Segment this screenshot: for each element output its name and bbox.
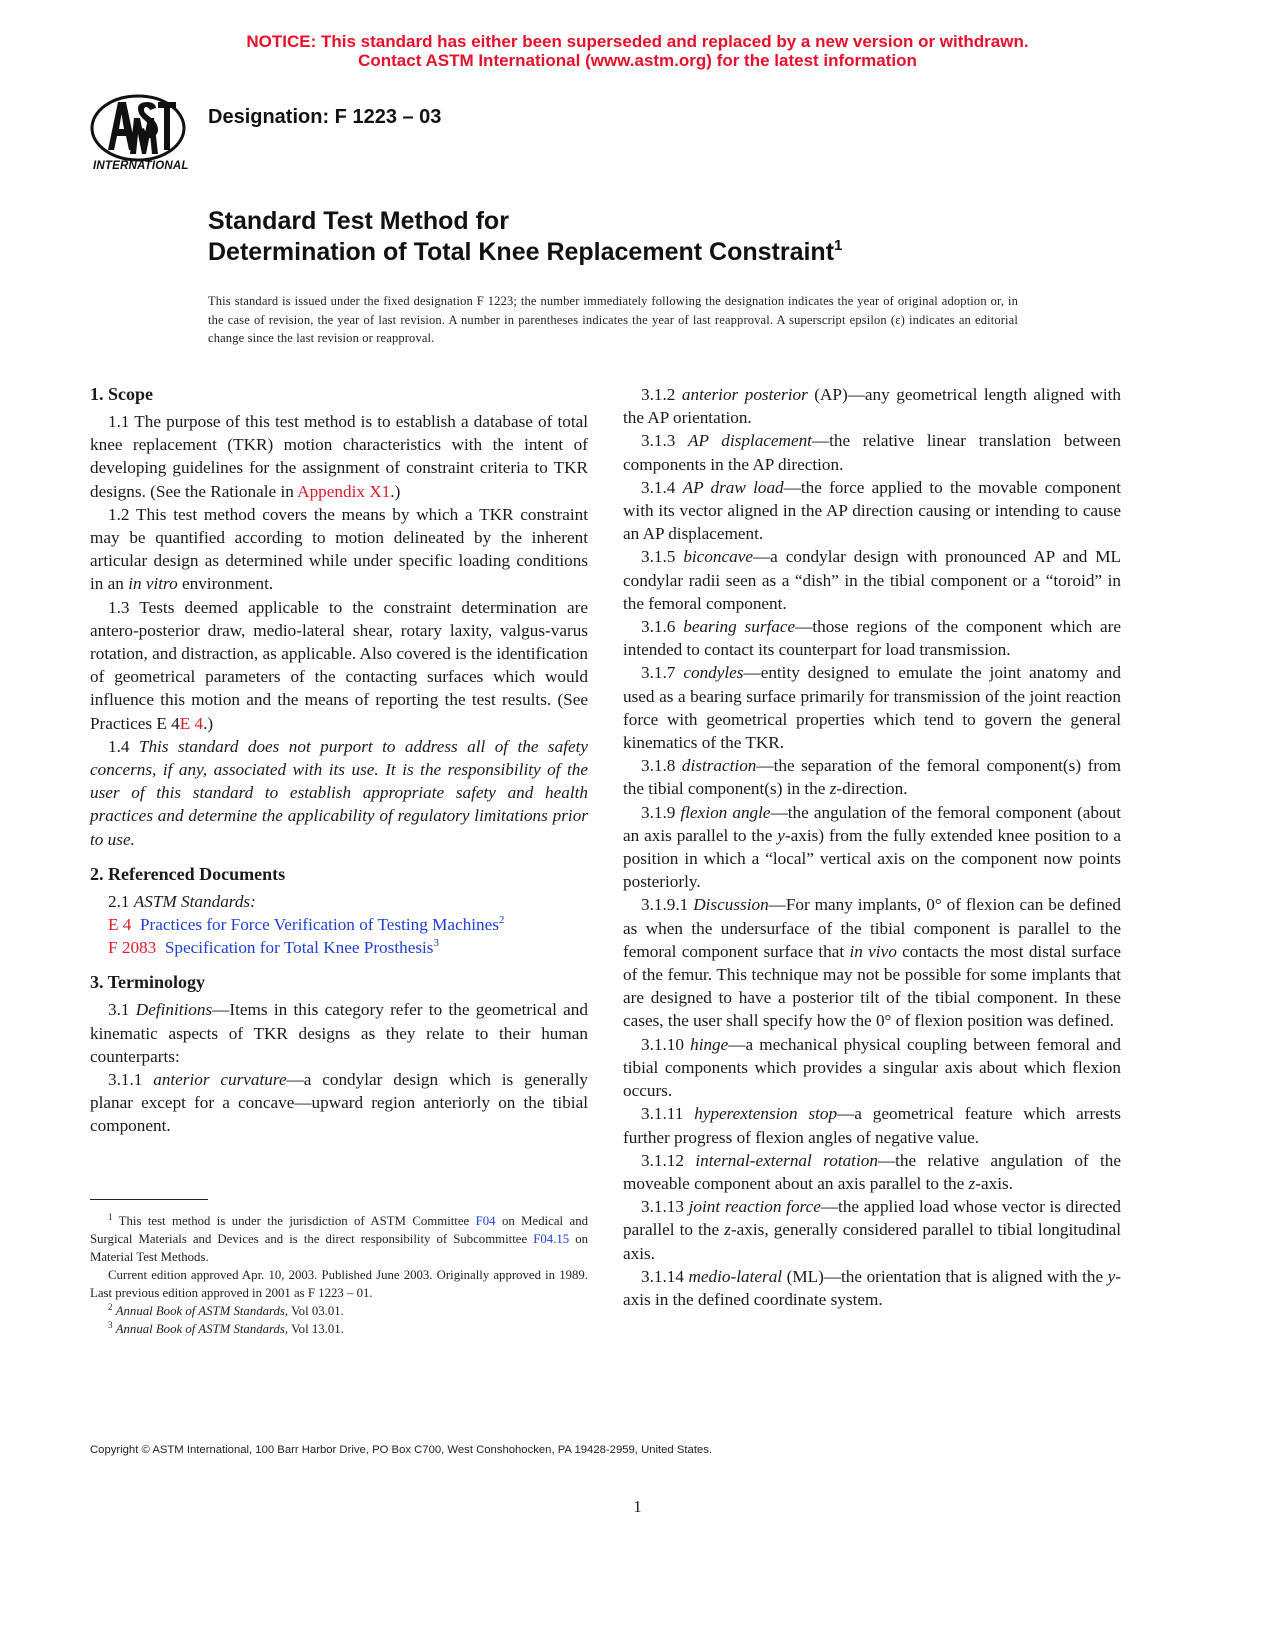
footnote-1 (90, 1212, 588, 1266)
d312-em: anterior posterior (681, 385, 808, 404)
d3191-em: Discussion (693, 895, 769, 915)
d3113-text: —the applied load whose vector is directed parallel to the (623, 1197, 1121, 1240)
d3114-em: medio-lateral (688, 1266, 783, 1286)
paragraph-1-4 (90, 735, 588, 851)
d317-em: condyles (683, 663, 744, 683)
d318-end: -direction. (836, 779, 908, 799)
p1-3-a: 1.3 Tests deemed applicable to the constraint determination are antero-posterior draw, medio-lateral shear, rotary laxity, valgus-varus rotation, and distraction, as applicable. Also covered is the identification of geometrical parameters of the contacting surfaces which would influence this motion and the means of reporting the test results. (See Practices E 4 (90, 597, 588, 733)
paragraph-2-1 (90, 890, 588, 913)
definition-3-1-9 (623, 801, 1121, 894)
p1-4-num: 1.4 (108, 736, 139, 756)
footnote-3 (90, 1320, 588, 1338)
committee-f04-link[interactable]: F04 (475, 1214, 496, 1228)
d311-text: —a condylar design which is generally planar except for a concave—upward region anteriorly on the tibial component. (90, 1070, 588, 1136)
issue-note: This standard is issued under the fixed designation F 1223; the number immediately following the designation indicates the year of original adoption or, in the case of revision, the year of last revision. A number in parentheses indicates the year of last reapproval. A superscript epsilon (ε) indicates an editorial change since the last revision or reapproval. (208, 294, 1018, 345)
d313-num: 3.1.3 (641, 431, 688, 451)
d3191-num: 3.1.9.1 (641, 895, 694, 915)
subcommittee-f04-15-link[interactable]: F04.15 (533, 1232, 570, 1246)
footnote-1-edition: Current edition approved Apr. 10, 2003. Published June 2003. Originally approved in 1989. Last previous edition approved in 2001 as F 1223 – 01. (90, 1268, 588, 1300)
ref-e4-code[interactable]: E 4 (108, 915, 132, 935)
copyright-line: Copyright © ASTM International, 100 Barr Harbor Drive, PO Box C700, West Conshohocken, PA 19428-2959, United States. (90, 1444, 713, 1456)
d316-text: —those regions of the component which are intended to contact its counterpart for load transmission. (623, 617, 1121, 660)
ref-f2083-code[interactable]: F 2083 (108, 938, 157, 958)
d311-num: 3.1.1 (108, 1070, 154, 1090)
fn3-text: , Vol 13.01. (284, 1322, 344, 1336)
scope-heading: 1. Scope (90, 384, 153, 404)
d3110-num: 3.1.10 (641, 1034, 691, 1054)
e4-link[interactable]: E 4 (179, 713, 204, 733)
reference-e4[interactable] (90, 913, 588, 936)
p1-2-b: environment. (177, 574, 274, 594)
ref-e4-footnote: 2 (498, 914, 505, 927)
d319-text: —the angulation of the femoral component (about an axis parallel to the (623, 802, 1121, 845)
footnote-2 (90, 1302, 588, 1320)
d318-num: 3.1.8 (641, 756, 682, 776)
d3112-em: internal-external rotation (695, 1150, 878, 1170)
p3-1-num: 3.1 (108, 1000, 136, 1020)
d3191-text: —For many implants, 0° of flexion can be defined as when the undersurface of the tibial component is parallel to the femoral component surface that (623, 895, 1122, 961)
d315-num: 3.1.5 (641, 547, 684, 567)
definition-3-1-1 (90, 1068, 588, 1138)
d3113-end: -axis, generally considered parallel to tibial longitudinal axis. (623, 1220, 1121, 1263)
appendix-x1-link[interactable]: Appendix X1 (297, 481, 391, 501)
footnote-divider (90, 1199, 208, 1200)
ref-e4-title[interactable]: Practices for Force Verification of Testing Machines (139, 915, 499, 935)
definition-3-1-11 (623, 1102, 1121, 1148)
paragraph-1-1 (90, 410, 588, 503)
d3112-text: —the relative angulation of the moveable component about an axis parallel to the (623, 1150, 1121, 1193)
d319-num: 3.1.9 (641, 802, 681, 822)
paragraph-3-1 (90, 998, 588, 1068)
definition-3-1-13 (623, 1195, 1121, 1265)
d3112-end: -axis. (975, 1173, 1013, 1193)
d319-em2: y (777, 825, 785, 845)
d3114-num: 3.1.14 (641, 1266, 689, 1286)
notice-line-2: Contact ASTM International (www.astm.org) for the latest information (358, 51, 917, 70)
p3-1-text: —Items in this category refer to the geometrical and kinematic aspects of TKR designs as they relate to their human counterparts: (90, 1000, 588, 1066)
definition-3-1-8 (623, 754, 1121, 800)
ref-f2083-footnote: 3 (433, 937, 439, 950)
d3110-em: hinge (690, 1034, 729, 1054)
d319-end: -axis) from the fully extended knee position to a position in which a “local” vertical axis on the component now points posteriorly. (623, 825, 1121, 892)
fn2-em: Annual Book of ASTM Standards (115, 1304, 285, 1318)
referenced-documents-heading: 2. Referenced Documents (90, 863, 286, 884)
d312-text: (AP)—any geometrical length aligned with the AP orientation. (623, 385, 1121, 428)
d3112-em2: z (968, 1173, 976, 1193)
withdrawn-notice (0, 32, 1275, 70)
d318-em: distraction (681, 756, 757, 776)
notice-line-1: NOTICE: This standard has either been superseded and replaced by a new version or withdrawn. (246, 32, 1029, 51)
p2-1-em: ASTM Standards: (133, 891, 256, 911)
reference-f2083[interactable] (90, 936, 588, 959)
d315-em: biconcave (683, 547, 753, 567)
title-line-2-text: Determination of Total Knee Replacement Constraint (208, 238, 835, 266)
definition-3-1-2 (623, 383, 1121, 429)
fn1-b: on Medical and Surgical Materials and Devices and is the direct responsibility of Subcommittee (90, 1214, 588, 1246)
d3111-num: 3.1.11 (641, 1104, 695, 1124)
d311-em: anterior curvature (153, 1070, 287, 1090)
fn3-mark: 3 (108, 1320, 113, 1330)
title-footnote-mark: 1 (834, 237, 843, 254)
document-title (208, 206, 842, 268)
definition-3-1-6 (623, 615, 1121, 661)
designation: Designation: F 1223 – 03 (208, 106, 442, 128)
title-line-2 (208, 237, 842, 268)
definition-3-1-14 (623, 1265, 1121, 1311)
p1-2-a: 1.2 This test method covers the means by which a TKR constraint may be quantified according to motion delineated by the inherent articular design as determined while under specific loading conditions in an (90, 504, 588, 594)
p2-1-num: 2.1 (108, 891, 134, 911)
fn1-c: on Material Test Methods. (90, 1232, 589, 1264)
p1-1-text: 1.1 The purpose of this test method is to establish a database of total knee replacement (TKR) motion characteristics with the intent of developing guidelines for the assignment of constraint criteria to TKR designs. (See the Rationale in (90, 412, 588, 501)
definition-3-1-5 (623, 545, 1121, 615)
d319-em: flexion angle (680, 802, 771, 822)
d3191-em2: in vivo (849, 941, 897, 961)
d316-em: bearing surface (683, 617, 796, 637)
d314-em: AP draw load (682, 477, 784, 497)
d318-text: —the separation of the femoral component(s) from the tibial component(s) in the (623, 756, 1121, 799)
p1-4-em: This standard does not purport to address all of the safety concerns, if any, associated with its use. It is the responsibility of the user of this standard to establish appropriate safety and health practices and determine the applicability of regulatory limitations prior to use. (90, 736, 588, 849)
d3113-num: 3.1.13 (641, 1197, 689, 1217)
d313-em: AP displacement (687, 431, 812, 451)
ref-f2083-title[interactable]: Specification for Total Knee Prosthesis (164, 938, 434, 958)
d314-num: 3.1.4 (641, 477, 683, 497)
paragraph-1-3 (90, 596, 588, 735)
p3-1-em: Definitions (135, 1000, 213, 1020)
fn3-em: Annual Book of ASTM Standards (115, 1322, 285, 1336)
title-line-1: Standard Test Method for (208, 207, 509, 235)
d3112-num: 3.1.12 (641, 1150, 696, 1170)
d3113-em: joint reaction force (688, 1197, 821, 1217)
d313-text: —the relative linear translation between components in the AP direction. (623, 431, 1122, 474)
d317-text: —entity designed to emulate the joint anatomy and used as a bearing surface primarily for transmission of the joint reaction force with geometrical properties which tend to govern the general kinematics of the TKR. (623, 663, 1121, 753)
fn2-text: , Vol 03.01. (284, 1304, 344, 1318)
page-number: 1 (633, 1497, 642, 1516)
paragraph-1-2 (90, 503, 588, 596)
definition-3-1-10 (623, 1033, 1121, 1103)
d318-em2: z (829, 779, 837, 799)
terminology-heading: 3. Terminology (90, 972, 206, 993)
definition-3-1-12 (623, 1149, 1121, 1195)
definition-3-1-3 (623, 429, 1121, 475)
definition-3-1-4 (623, 476, 1121, 546)
d3114-em2: y (1107, 1266, 1116, 1286)
d3113-em2: z (724, 1220, 731, 1240)
right-column (623, 383, 1121, 1311)
d314-text: —the force applied to the movable component with its vector aligned in the AP direction causing or intending to cause an AP displacement. (623, 477, 1122, 544)
fn1-a: This test method is under the jurisdiction of ASTM Committee (112, 1214, 476, 1228)
d3114-end: -axis in the defined coordinate system. (623, 1266, 1121, 1309)
discussion-3-1-9-1 (623, 893, 1121, 1032)
footnotes (90, 1212, 588, 1338)
d3114-text: (ML)—the orientation that is aligned with the (782, 1266, 1108, 1286)
d312-num: 3.1.2 (641, 385, 682, 404)
definition-3-1-7 (623, 661, 1121, 754)
logo-wordmark: INTERNATIONAL (93, 160, 189, 172)
d3111-em: hyperextension stop (694, 1104, 838, 1124)
d315-text: —a condylar design with pronounced AP and ML condylar radii seen as a “dish” in the tibial component or a “toroid” in the femoral component. (623, 547, 1122, 613)
d316-num: 3.1.6 (641, 617, 684, 637)
left-column (90, 383, 588, 1138)
p1-2-em: in vitro (128, 574, 178, 594)
d317-num: 3.1.7 (641, 663, 684, 683)
d3191-end: contacts the most distal surface of the femur. This technique may not be possible for some implants that are designed to have a posterior tilt of the tibial component. In these cases, the user shall specify how the 0° of flexion position was defined. (623, 941, 1122, 1031)
p1-3-end: .) (203, 713, 214, 733)
d3110-text: —a mechanical physical coupling between femoral and tibial components which provides a singular axis about which flexion occurs. (623, 1034, 1122, 1101)
p1-1-end: .) (390, 481, 401, 501)
fn1-mark: 1 (108, 1212, 113, 1222)
fn2-mark: 2 (108, 1302, 113, 1312)
d3111-text: —a geometrical feature which arrests further progress of flexion angles of negative value. (623, 1104, 1121, 1147)
